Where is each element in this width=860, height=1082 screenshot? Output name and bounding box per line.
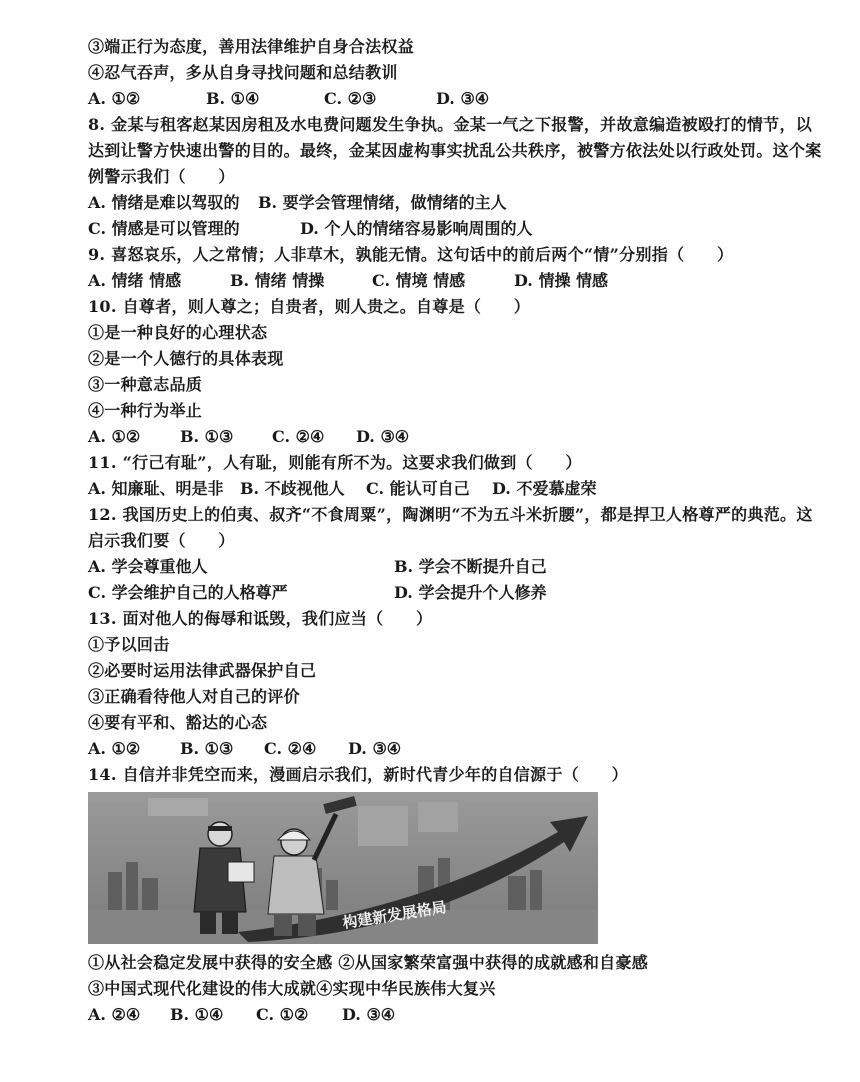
q7-item-4: ④忍气吞声，多从自身寻找问题和总结教训 <box>88 63 398 82</box>
q10-options <box>88 424 828 450</box>
q13-item-3: ③正确看待他人对自己的评价 <box>88 687 300 706</box>
q14-stem: 14. 自信并非凭空而来，漫画启示我们，新时代青少年的自信源于（ ） <box>88 765 628 784</box>
q10-stem: 10. 自尊者，则人尊之；自贵者，则人贵之。自尊是（ ） <box>88 297 531 316</box>
q8-options-cd <box>88 216 828 242</box>
q10-item-4: ④一种行为举止 <box>88 401 203 420</box>
q14-cartoon-image <box>88 792 598 944</box>
q12-option-d: D. 学会提升个人修养 <box>394 583 547 602</box>
q12-options-ab <box>88 554 828 580</box>
q10-item-2: ②是一个人德行的具体表现 <box>88 349 284 368</box>
q10-option-b: B. ①③ <box>180 427 234 446</box>
q8-option-b: B. 要学会管理情绪，做情绪的主人 <box>258 193 507 212</box>
q9-option-c: C. 情境 情感 <box>372 271 466 290</box>
q11-option-c: C. 能认可自己 <box>366 479 470 498</box>
q10-option-c: C. ②④ <box>272 427 325 446</box>
q13-option-a: A. ①② <box>88 739 141 758</box>
q9-option-a: A. 情绪 情感 <box>88 271 182 290</box>
q13-options <box>88 736 828 762</box>
q7-option-a: A. ①② <box>88 89 141 108</box>
q8-option-d: D. 个人的情绪容易影响周围的人 <box>300 219 533 238</box>
q12-option-c: C. 学会维护自己的人格尊严 <box>88 583 288 602</box>
q7-options <box>88 86 828 112</box>
q14-option-a: A. ②④ <box>88 1005 141 1024</box>
q9-option-b: B. 情绪 情操 <box>230 271 325 290</box>
q13-stem: 13. 面对他人的侮辱和诋毁，我们应当（ ） <box>88 609 433 628</box>
q9-options <box>88 268 828 294</box>
q14-options <box>88 1002 828 1028</box>
q13-item-4: ④要有平和、豁达的心态 <box>88 713 268 732</box>
q9-stem: 9. 喜怒哀乐，人之常情；人非草木，孰能无情。这句话中的前后两个“情”分别指（ ） <box>88 245 734 264</box>
q13-option-b: B. ①③ <box>180 739 234 758</box>
q12-options-cd <box>88 580 828 606</box>
q11-option-d: D. 不爱慕虚荣 <box>492 479 597 498</box>
q10-item-3: ③一种意志品质 <box>88 375 203 394</box>
q14-option-c: C. ①② <box>256 1005 309 1024</box>
q10-option-a: A. ①② <box>88 427 141 446</box>
q7-option-c: C. ②③ <box>324 89 377 108</box>
q13-item-2: ②必要时运用法律武器保护自己 <box>88 661 317 680</box>
q11-option-b: B. 不歧视他人 <box>240 479 345 498</box>
exam-page <box>88 34 828 1028</box>
q14-items-line-2: ③中国式现代化建设的伟大成就④实现中华民族伟大复兴 <box>88 979 496 998</box>
q11-options <box>88 476 828 502</box>
q8-option-a: A. 情绪是难以驾驭的 <box>88 193 240 212</box>
q12-stem: 12. 我国历史上的伯夷、叔齐“不食周粟”，陶渊明“不为五斗米折腰”，都是捍卫人格尊严的典范。这启示我们要（ ） <box>88 505 813 550</box>
q8-stem: 8. 金某与租客赵某因房租及水电费问题发生争执。金某一气之下报警，并故意编造被殴打的情节，以达到让警方快速出警的目的。最终，金某因虚构事实扰乱公共秩序，被警方依法处以行政处罚。这个案例警示我们（ ） <box>88 115 822 186</box>
q13-item-1: ①予以回击 <box>88 635 170 654</box>
q8-option-c: C. 情感是可以管理的 <box>88 219 240 238</box>
q7-option-d: D. ③④ <box>436 89 490 108</box>
q10-option-d: D. ③④ <box>356 427 410 446</box>
q9-option-d: D. 情操 情感 <box>514 271 609 290</box>
q11-stem: 11. “行己有耻”，人有耻，则能有所不为。这要求我们做到（ ） <box>88 453 582 472</box>
q13-option-c: C. ②④ <box>264 739 317 758</box>
q12-option-b: B. 学会不断提升自己 <box>394 557 547 576</box>
q7-option-b: B. ①④ <box>206 89 260 108</box>
q14-option-b: B. ①④ <box>170 1005 224 1024</box>
q10-item-1: ①是一种良好的心理状态 <box>88 323 268 342</box>
q12-option-a: A. 学会尊重他人 <box>88 557 208 576</box>
q14-items-line-1: ①从社会稳定发展中获得的安全感 ②从国家繁荣富强中获得的成就感和自豪感 <box>88 953 649 972</box>
q14-option-d: D. ③④ <box>342 1005 396 1024</box>
cartoon-arrow-banner: 构建新发展格局 <box>341 897 448 933</box>
q8-options-ab <box>88 190 828 216</box>
q11-option-a: A. 知廉耻、明是非 <box>88 479 224 498</box>
q7-item-3: ③端正行为态度，善用法律维护自身合法权益 <box>88 37 415 56</box>
q13-option-d: D. ③④ <box>348 739 402 758</box>
